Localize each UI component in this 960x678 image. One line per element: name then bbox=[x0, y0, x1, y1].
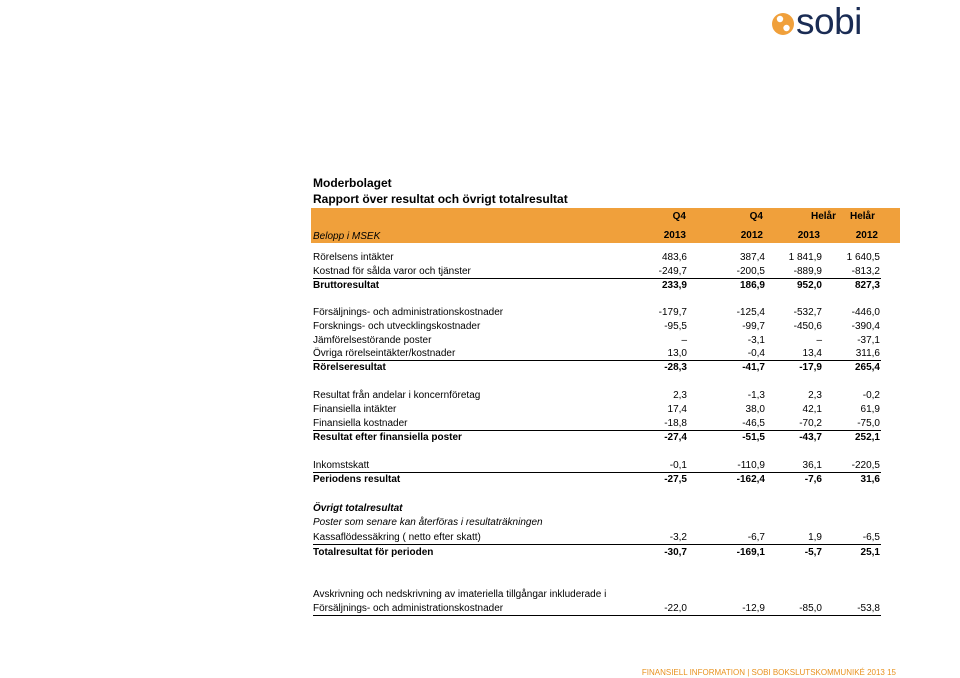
header-col3-period: Helår bbox=[810, 211, 836, 222]
row-value-col2: -12,9 bbox=[742, 603, 765, 614]
row-label: Forsknings- och utvecklingskostnader bbox=[313, 321, 481, 332]
table-row bbox=[313, 402, 881, 416]
row-value-col2: 387,4 bbox=[739, 252, 765, 263]
row-value-col2: -46,5 bbox=[742, 418, 765, 429]
row-value-col1: -3,2 bbox=[669, 532, 687, 543]
row-value-col3: -85,0 bbox=[799, 603, 822, 614]
row-value-col2: -6,7 bbox=[747, 532, 765, 543]
row-label: Jämförelsestörande poster bbox=[313, 335, 432, 346]
row-value-col2: -169,1 bbox=[736, 547, 765, 558]
row-value-col1: -179,7 bbox=[658, 307, 687, 318]
table-row bbox=[313, 264, 881, 278]
row-label: Rörelsens intäkter bbox=[313, 252, 394, 263]
row-label: Poster som senare kan återföras i resultaträkningen bbox=[313, 517, 543, 528]
row-value-col1: -30,7 bbox=[664, 547, 687, 558]
table-row bbox=[313, 360, 881, 374]
row-value-col4: 1 640,5 bbox=[846, 252, 880, 263]
row-value-col2: 38,0 bbox=[745, 404, 765, 415]
row-value-col1: -27,4 bbox=[664, 432, 687, 443]
row-value-col1: -28,3 bbox=[664, 362, 687, 373]
row-value-col3: 42,1 bbox=[802, 404, 822, 415]
row-value-col1: 13,0 bbox=[667, 348, 687, 359]
table-row bbox=[313, 430, 881, 444]
row-value-col3: -450,6 bbox=[793, 321, 822, 332]
row-value-col3: -70,2 bbox=[799, 418, 822, 429]
row-value-col2: -51,5 bbox=[742, 432, 765, 443]
row-label: Periodens resultat bbox=[313, 474, 401, 485]
row-value-col2: -200,5 bbox=[736, 266, 765, 277]
row-label: Kostnad för sålda varor och tjänster bbox=[313, 266, 471, 277]
row-value-col3: -17,9 bbox=[799, 362, 822, 373]
header-col1-year: 2013 bbox=[663, 230, 686, 241]
row-value-col4: -6,5 bbox=[862, 532, 880, 543]
row-label: Kassaflödessäkring ( netto efter skatt) bbox=[313, 532, 481, 543]
row-value-col1: -95,5 bbox=[664, 321, 687, 332]
row-value-col3: -43,7 bbox=[799, 432, 822, 443]
table-row bbox=[313, 278, 881, 292]
row-label: Totalresultat för perioden bbox=[313, 547, 434, 558]
report-title: Rapport över resultat och övrigt totalresultat bbox=[313, 192, 568, 206]
table-row bbox=[313, 333, 881, 347]
row-label: Avskrivning och nedskrivning av imateriella tillgångar inkluderade i bbox=[313, 589, 607, 600]
row-value-col4: -75,0 bbox=[857, 418, 880, 429]
row-value-col4: -813,2 bbox=[851, 266, 880, 277]
row-value-col1: 483,6 bbox=[661, 252, 687, 263]
table-row bbox=[313, 319, 881, 333]
row-value-col2: -110,9 bbox=[737, 460, 765, 471]
row-value-col1: -27,5 bbox=[664, 474, 687, 485]
header-col3-year: 2013 bbox=[797, 230, 820, 241]
header-col2-year: 2012 bbox=[740, 230, 763, 241]
row-value-col4: 61,9 bbox=[860, 404, 880, 415]
row-value-col1: -22,0 bbox=[664, 603, 687, 614]
row-value-col2: -41,7 bbox=[742, 362, 765, 373]
row-label: Rörelseresultat bbox=[313, 362, 386, 373]
header-col4-period: Helår bbox=[849, 211, 875, 222]
row-label: Resultat efter finansiella poster bbox=[313, 432, 462, 443]
row-value-col3: 952,0 bbox=[796, 280, 822, 291]
row-value-col4: 252,1 bbox=[854, 432, 880, 443]
row-value-col2: -3,1 bbox=[747, 335, 765, 346]
row-value-col3: -532,7 bbox=[793, 307, 822, 318]
row-value-col4: 311,6 bbox=[855, 348, 880, 359]
row-label: Försäljnings- och administrationskostnader bbox=[313, 603, 504, 614]
row-value-col1: 233,9 bbox=[661, 280, 687, 291]
logo-text: sobi bbox=[796, 1, 862, 42]
table-row bbox=[313, 545, 881, 559]
row-value-col4: -390,4 bbox=[851, 321, 880, 332]
row-value-col2: -99,7 bbox=[742, 321, 765, 332]
row-label: Finansiella kostnader bbox=[313, 418, 408, 429]
row-value-col2: 186,9 bbox=[739, 280, 765, 291]
row-value-col2: -125,4 bbox=[736, 307, 765, 318]
row-value-col4: -446,0 bbox=[851, 307, 880, 318]
row-value-col2: -162,4 bbox=[736, 474, 765, 485]
table-row bbox=[313, 530, 881, 544]
row-value-col4: -220,5 bbox=[851, 460, 880, 471]
row-value-col2: -1,3 bbox=[747, 390, 765, 401]
sobi-logo bbox=[772, 1, 880, 42]
row-label: Resultat från andelar i koncernföretag bbox=[313, 390, 481, 401]
table-row bbox=[313, 346, 881, 360]
row-value-col4: -0,2 bbox=[862, 390, 880, 401]
table-row bbox=[313, 305, 881, 319]
row-value-col3: -5,7 bbox=[804, 547, 822, 558]
row-value-col3: -7,6 bbox=[804, 474, 822, 485]
row-value-col3: – bbox=[816, 335, 822, 346]
table-row bbox=[313, 472, 881, 486]
table-row bbox=[313, 458, 881, 472]
row-value-col4: 265,4 bbox=[854, 362, 880, 373]
table-row bbox=[313, 250, 881, 264]
row-label: Inkomstskatt bbox=[313, 460, 370, 471]
row-label: Försäljnings- och administrationskostnader bbox=[313, 307, 504, 318]
row-value-col3: 13,4 bbox=[802, 348, 822, 359]
table-header bbox=[311, 208, 900, 243]
table-row bbox=[313, 388, 881, 402]
table-row bbox=[313, 515, 881, 529]
table-row bbox=[313, 416, 881, 430]
row-value-col1: 2,3 bbox=[673, 390, 687, 401]
header-col1-period: Q4 bbox=[672, 211, 686, 222]
row-label: Finansiella intäkter bbox=[313, 404, 397, 415]
header-col2-period: Q4 bbox=[749, 211, 763, 222]
row-value-col4: -37,1 bbox=[857, 335, 880, 346]
row-value-col3: -889,9 bbox=[793, 266, 822, 277]
row-value-col1: -249,7 bbox=[658, 266, 687, 277]
amount-unit-label: Belopp i MSEK bbox=[313, 231, 381, 242]
page-footer: FINANSIELL INFORMATION | SOBI BOKSLUTSKOMMUNIKÉ 2013 15 bbox=[641, 668, 896, 677]
row-value-col1: – bbox=[681, 335, 687, 346]
row-value-col3: 36,1 bbox=[802, 460, 822, 471]
row-label: Bruttoresultat bbox=[313, 280, 380, 291]
table-row bbox=[313, 587, 881, 601]
row-value-col1: -18,8 bbox=[664, 418, 687, 429]
table-row bbox=[313, 501, 881, 515]
row-label: Övriga rörelseintäkter/kostnader bbox=[313, 348, 456, 359]
row-label: Övrigt totalresultat bbox=[313, 503, 403, 514]
row-value-col4: 31,6 bbox=[860, 474, 880, 485]
row-value-col3: 1 841,9 bbox=[788, 252, 822, 263]
row-value-col1: -0,1 bbox=[669, 460, 687, 471]
row-value-col2: -0,4 bbox=[747, 348, 765, 359]
row-value-col4: 827,3 bbox=[854, 280, 880, 291]
table-row bbox=[313, 601, 881, 615]
header-col4-year: 2012 bbox=[855, 230, 878, 241]
row-value-col1: 17,4 bbox=[667, 404, 687, 415]
row-value-col3: 2,3 bbox=[808, 390, 822, 401]
row-value-col3: 1,9 bbox=[808, 532, 822, 543]
company-heading: Moderbolaget bbox=[313, 176, 392, 190]
row-value-col4: 25,1 bbox=[860, 547, 880, 558]
row-value-col4: -53,8 bbox=[857, 603, 880, 614]
